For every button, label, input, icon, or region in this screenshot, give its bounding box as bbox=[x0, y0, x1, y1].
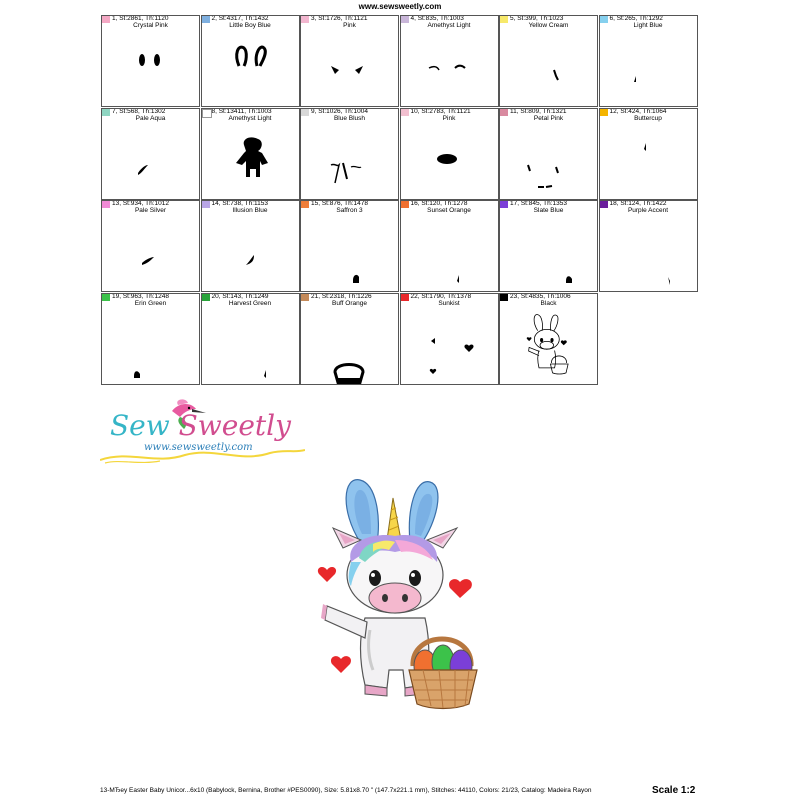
color-stitch-info: 22, St:1790, Th:1378 bbox=[410, 292, 472, 300]
thread-color-name: Illusion Blue bbox=[232, 207, 268, 214]
color-chart-grid bbox=[101, 15, 698, 385]
thread-color-name: Yellow Cream bbox=[528, 22, 569, 29]
thread-color-name: Petal Pink bbox=[533, 114, 564, 122]
brand-name-part2: Sweetly bbox=[178, 409, 291, 442]
color-cell-14 bbox=[201, 200, 300, 292]
thread-color-name: Crystal Pink bbox=[133, 22, 168, 29]
color-stitch-info: 3, St:1726, Th:1121 bbox=[311, 15, 368, 22]
color-stitch-preview-icon bbox=[500, 30, 598, 107]
color-cell-7 bbox=[101, 108, 200, 200]
brand-name-part1: Sew bbox=[110, 409, 179, 442]
color-stitch-preview-icon bbox=[500, 123, 598, 200]
thread-color-name: Pale Aqua bbox=[135, 114, 166, 122]
scale-label: Scale 1:2 bbox=[652, 785, 696, 796]
thread-color-name: Amethyst Light bbox=[427, 22, 471, 29]
color-stitch-preview-icon bbox=[202, 308, 300, 385]
color-stitch-preview-icon bbox=[301, 308, 399, 385]
thread-color-name: Erin Green bbox=[134, 299, 167, 307]
color-stitch-preview-icon bbox=[500, 215, 598, 292]
brand-name bbox=[110, 409, 291, 442]
color-stitch-preview-icon bbox=[202, 215, 300, 292]
heart-icon bbox=[318, 567, 336, 582]
color-stitch-info: 13, St:934, Th:1012 bbox=[112, 200, 169, 207]
color-cell-18 bbox=[599, 200, 698, 292]
color-stitch-info: 8, St:13411, Th:1003 bbox=[211, 107, 272, 115]
color-cell-12 bbox=[599, 108, 698, 200]
color-stitch-info: 20, St:143, Th:1249 bbox=[211, 292, 269, 300]
thread-color-name: Purple Accent bbox=[627, 207, 669, 214]
brand-url[interactable]: www.sewsweetly.com bbox=[144, 442, 253, 453]
color-cell-6 bbox=[599, 15, 698, 107]
heart-icon bbox=[331, 656, 351, 673]
color-cell-5 bbox=[499, 15, 598, 107]
color-stitch-info: 1, St:2861, Th:1120 bbox=[112, 15, 169, 22]
color-stitch-preview-icon bbox=[102, 123, 200, 200]
color-stitch-preview-icon bbox=[500, 308, 598, 385]
color-stitch-preview-icon bbox=[301, 30, 399, 107]
thread-color-name: Buttercup bbox=[634, 114, 662, 122]
thread-color-name: Sunkist bbox=[438, 299, 460, 307]
color-stitch-info: 19, St:963, Th:1248 bbox=[112, 292, 169, 300]
color-stitch-preview-icon bbox=[301, 123, 399, 200]
color-cell-1 bbox=[101, 15, 200, 107]
color-stitch-preview-icon bbox=[301, 215, 399, 292]
color-stitch-info: 11, St:809, Th:1321 bbox=[510, 107, 567, 115]
color-cell-2 bbox=[201, 15, 300, 107]
color-stitch-info: 21, St:2318, Th:1226 bbox=[311, 292, 372, 300]
color-stitch-preview-icon bbox=[102, 308, 200, 385]
heart-icon bbox=[449, 579, 472, 598]
color-stitch-info: 6, St:265, Th:1292 bbox=[609, 15, 663, 22]
color-stitch-preview-icon bbox=[102, 215, 200, 292]
color-stitch-info: 2, St:4317, Th:1432 bbox=[211, 15, 269, 22]
color-stitch-info: 10, St:2783, Th:1121 bbox=[410, 107, 471, 115]
thread-color-name: Harvest Green bbox=[228, 299, 272, 307]
arm bbox=[325, 606, 367, 638]
brand-logo bbox=[100, 395, 305, 470]
thread-color-name: Pink bbox=[343, 22, 356, 29]
color-stitch-preview-icon bbox=[600, 215, 698, 292]
color-cell-16 bbox=[400, 200, 499, 292]
thread-color-name: Pale Silver bbox=[134, 207, 167, 214]
color-stitch-preview-icon bbox=[202, 30, 300, 107]
color-stitch-info: 4, St:835, Th:1003 bbox=[410, 15, 464, 22]
color-cell-17 bbox=[499, 200, 598, 292]
color-stitch-info: 7, St:568, Th:1302 bbox=[112, 107, 166, 115]
color-stitch-info: 18, St:124, Th:1422 bbox=[609, 200, 667, 207]
color-cell-13 bbox=[101, 200, 200, 292]
color-stitch-info: 14, St:738, Th:1153 bbox=[211, 200, 268, 207]
color-stitch-preview-icon bbox=[600, 30, 698, 107]
thread-color-name: Blue Blush bbox=[333, 114, 366, 122]
color-stitch-info: 16, St:120, Th:1278 bbox=[410, 200, 468, 207]
color-stitch-preview-icon bbox=[102, 30, 200, 107]
design-preview bbox=[315, 470, 485, 715]
color-stitch-preview-icon bbox=[202, 123, 300, 200]
thread-color-name: Black bbox=[540, 299, 557, 307]
color-stitch-info: 17, St:845, Th:1353 bbox=[510, 200, 567, 207]
thread-color-name: Little Boy Blue bbox=[229, 22, 271, 29]
color-stitch-preview-icon bbox=[600, 123, 698, 200]
color-cell-4 bbox=[400, 15, 499, 107]
muzzle bbox=[369, 583, 421, 613]
color-stitch-preview-icon bbox=[401, 123, 499, 200]
color-stitch-preview-icon bbox=[401, 215, 499, 292]
color-cell-8 bbox=[201, 108, 300, 200]
color-stitch-info: 9, St:1026, Th:1004 bbox=[311, 107, 368, 115]
thread-color-name: Slate Blue bbox=[533, 207, 564, 214]
color-stitch-info: 23, St:4835, Th:1006 bbox=[510, 292, 571, 300]
color-stitch-info: 15, St:876, Th:1478 bbox=[311, 200, 368, 207]
color-stitch-info: 12, St:424, Th:1064 bbox=[609, 107, 667, 115]
color-cell-15 bbox=[300, 200, 399, 292]
color-cell-11 bbox=[499, 108, 598, 200]
color-cell-3 bbox=[300, 15, 399, 107]
color-stitch-preview-icon bbox=[401, 30, 499, 107]
color-stitch-info: 5, St:399, Th:1023 bbox=[510, 15, 564, 22]
thread-color-name: Buff Orange bbox=[332, 299, 367, 307]
site-url[interactable]: www.sewsweetly.com bbox=[358, 2, 442, 11]
color-cell-10 bbox=[400, 108, 499, 200]
color-cell-22 bbox=[400, 293, 499, 385]
design-info-footer: 13-MЂеу Easter Baby Unicor...6x10 (Babylock, Bernina, Brother #PES0090), Size: 5.81x8.70 " (147.7x221.1 mm), Stitches: 44110, Colors: 21/23, Catalog: Madeira Rayon bbox=[100, 787, 592, 794]
color-cell-23 bbox=[499, 293, 598, 385]
thread-color-name: Light Blue bbox=[633, 22, 663, 29]
color-cell-9 bbox=[300, 108, 399, 200]
thread-color-name: Amethyst Light bbox=[228, 114, 272, 122]
thread-color-name: Saffron 3 bbox=[336, 207, 363, 214]
color-stitch-preview-icon bbox=[401, 308, 499, 385]
color-cell-20 bbox=[201, 293, 300, 385]
thread-color-name: Sunset Orange bbox=[427, 207, 471, 214]
color-cell-21 bbox=[300, 293, 399, 385]
color-cell-19 bbox=[101, 293, 200, 385]
thread-color-name: Pink bbox=[442, 114, 456, 122]
